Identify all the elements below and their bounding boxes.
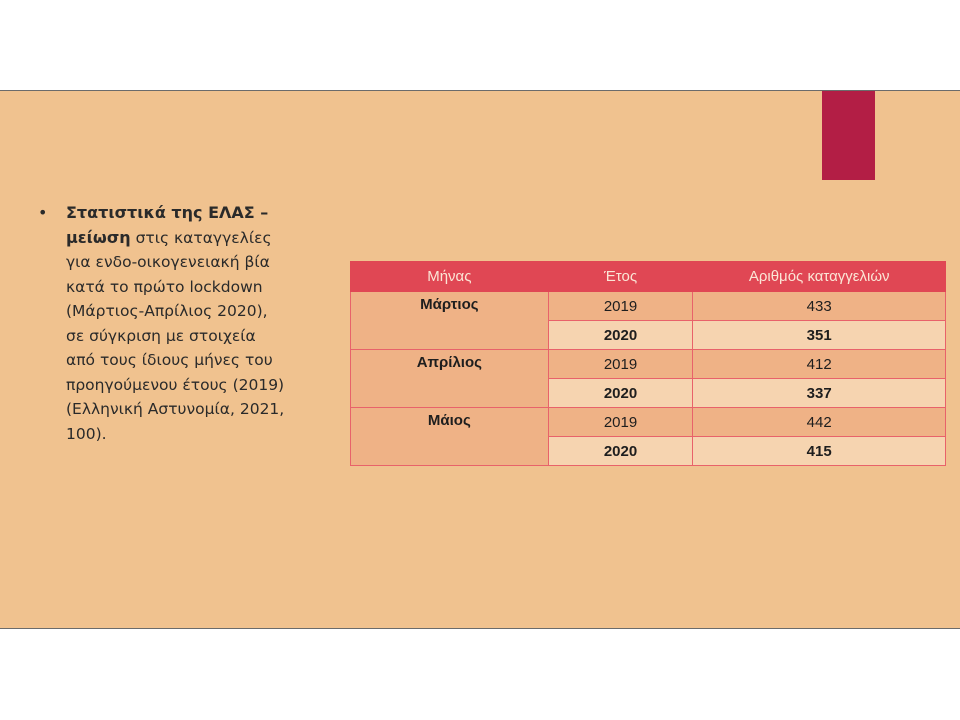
accent-bar [822,91,875,180]
bullet-text [66,201,288,446]
count-cell: 415 [693,437,946,466]
year-cell: 2019 [548,408,693,437]
table-header-row [351,262,946,292]
table-row [351,292,946,321]
header-count: Αριθμός καταγγελιών [693,262,946,292]
header-month: Μήνας [351,262,549,292]
month-cell: Απρίλιος [351,350,549,408]
bullet-dot-icon: • [38,203,48,222]
count-cell: 433 [693,292,946,321]
month-cell: Μάρτιος [351,292,549,350]
table-row [351,408,946,437]
bullet-point [38,201,288,446]
month-cell: Μάιος [351,408,549,466]
table-row [351,350,946,379]
count-cell: 351 [693,321,946,350]
complaints-table [350,261,946,466]
count-cell: 337 [693,379,946,408]
year-cell: 2020 [548,437,693,466]
complaints-table-container [350,261,946,466]
bullet-bold-text: Στατιστικά της ΕΛΑΣ – μείωση [66,203,269,247]
count-cell: 412 [693,350,946,379]
header-year: Έτος [548,262,693,292]
year-cell: 2020 [548,379,693,408]
year-cell: 2020 [548,321,693,350]
count-cell: 442 [693,408,946,437]
year-cell: 2019 [548,350,693,379]
year-cell: 2019 [548,292,693,321]
slide [0,90,960,629]
bullet-body-text: στις καταγγελίες για ενδο-οικογενειακή βία κατά το πρώτο lockdown (Μάρτιος-Απρίλιος 2020), σε σύγκριση με στοιχεία από τους ίδιους μήνες του προηγούμενου έτους (2019) (Ελληνική Αστυνομία, 2021, 100). [66,228,285,443]
